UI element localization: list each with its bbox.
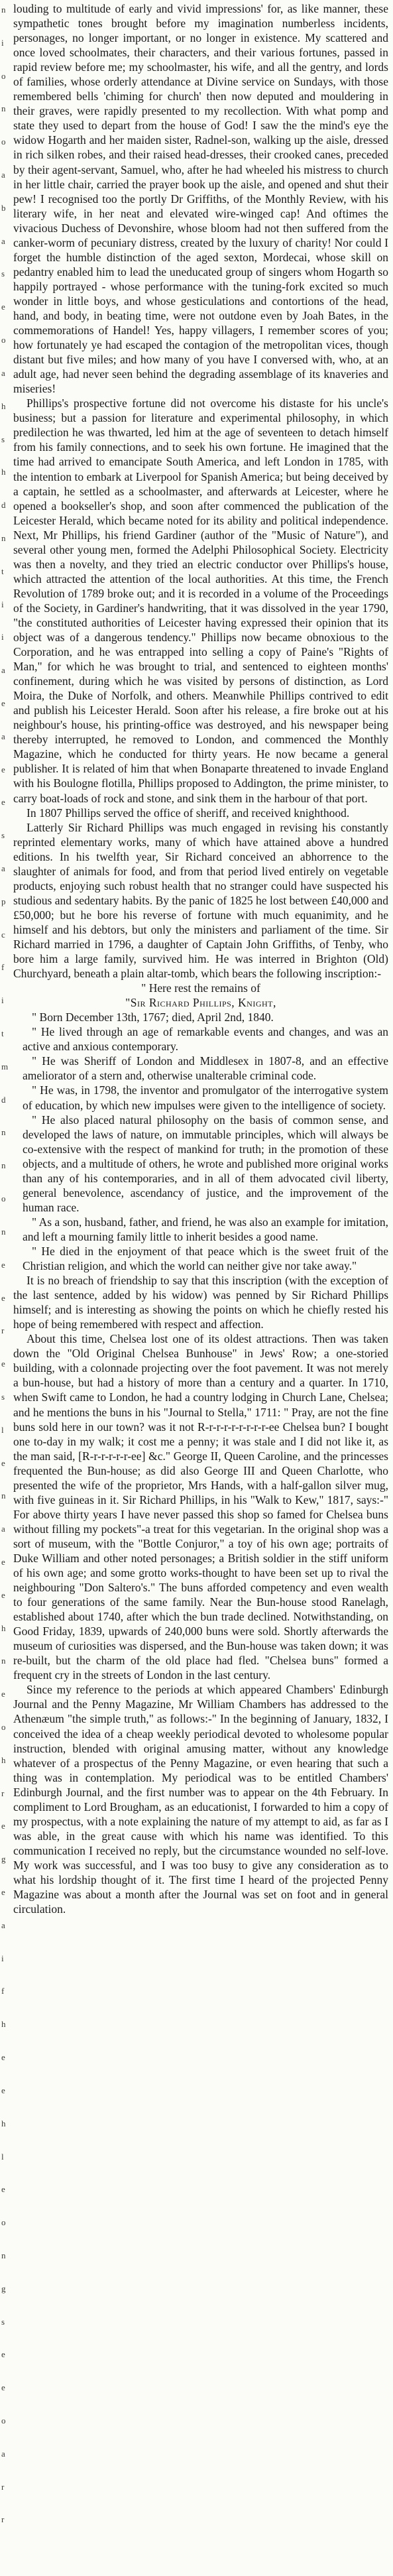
article-paragraph: " He lived through an age of remarkable events and changes, and was an active and anxious contemporary. [23, 1025, 388, 1054]
article-paragraph: Phillips's prospective fortune did not overcome his distaste for his uncle's business; but a passion for literature and experimental philosophy, in which predilection he was thwarted, led him at the age of seventeen to detach himself from his family connections, and to seek his own fortune. He imagined that the time had arrived to emancipate South America, and left London in 1785, with the intention to embark at Liverpool for Spanish America; but being deceived by a captain, he settled as a schoolmaster, and afterwards at Leicester, where he opened a bookseller's shop, and soon after commenced the publication of the Leicester Herald, which became noted for its ability and political independence. Next, Mr Phillips, his friend Gardiner (author of the "Music of Nature"), and several other young men, formed the Adelphi Philosophical Society. Electricity was then a novelty, and they tried an electric conductor over Phillips's house, which attracted the attention of the local authorities. At this time, the French Revolution of 1789 broke out; and it is recorded in a volume of the Proceedings of the Society, in Gardiner's handwriting, that it was dissolved in the year 1790, "the constituted authorities of Leicester having expressed their opinion that its object was of a dangerous tendency." Phillips now became obnoxious to the Corporation, and he was entrapped into selling a copy of Paine's "Rights of Man," for which he was brought to trial, and sentenced to eighteen months' confinement, during which he was visited by persons of distinction, as Lord Moira, the Duke of Norfolk, and others. Meanwhile Phillips contrived to edit and publish his Leicester Herald. Soon after his release, a fire broke out at his neighbour's house, his printing-office was destroyed, and his newspaper being thereby interrupted, he removed to London, and commenced the Monthly Magazine, which he conducted for thirty years. He now became a general publisher. It is related of him that when Bonaparte threatened to invade England with his Boulogne flotilla, Phillips proposed to Addington, the prime minister, to carry boat-loads of rock and stone, and sink them in the harbour of that port. [13, 397, 388, 805]
article-paragraph: " He was Sheriff of London and Middlesex in 1807-8, and an effective ameliorator of a stern and, otherwise unalterable criminal code. [23, 1054, 388, 1083]
margin-letter: o [1, 2416, 6, 2425]
margin-letter: o [1, 2217, 6, 2227]
margin-letter: g [1, 1854, 6, 1864]
article-paragraph: It is no breach of friendship to say that this inscription (with the exception of the last sentence, added by his widow) was penned by Sir Richard Phillips himself; and is interesting as showing the points on which he chiefly rested his hope of being remembered with respect and affection. [13, 1274, 388, 1331]
article-paragraph: " He died in the enjoyment of that peace which is the sweet fruit of the Christian religion, and which the world can neither give nor take away." [23, 1244, 388, 1273]
margin-letter: c [1, 930, 5, 940]
margin-letter: a [1, 1920, 5, 1930]
article-paragraph: " As a son, husband, father, and friend, he was also an example for imitation, and left a mourning family little to inherit besides a good name. [23, 1215, 388, 1243]
margin-letter: r [1, 2514, 5, 2524]
margin-letter: t [1, 1028, 4, 1038]
margin-letter: g [1, 2284, 6, 2294]
margin-letter: e [1, 1557, 5, 1567]
margin-letter: a [1, 665, 5, 675]
margin-letter: n [1, 1656, 6, 1666]
article-paragraph: In 1807 Phillips served the office of sheriff, and received knighthood. [27, 806, 350, 820]
margin-letter: a [1, 368, 5, 378]
margin-letter: e [1, 1887, 5, 1897]
margin-letter: e [1, 1821, 5, 1831]
margin-letter: e [1, 698, 5, 708]
article-paragraph: Latterly Sir Richard Phillips was much engaged in revising his constantly reprinted elementary works, many of which have attained above a hundred editions. In his twelfth year, Sir Richard conceived an abhorrence to the slaughter of animals for food, and from that period lived entirely on vegetable products, enjoying such robust health that no stranger could have suspected his studious and sedentary habits. By the panic of 1825 he lost between £40,000 and £50,000; but he bore his reverse of fortune with much equanimity, and he himself and his debtors, but only the ministers and parliament of the time. Sir Richard married in 1796, a daughter of Captain John Griffiths, of Tenby, who bore him a large family, survived him. He was interred in Brighton (Old) Churchyard, beneath a plain altar-tomb, which bears the following inscription:- [13, 820, 388, 981]
margin-letter: e [1, 2184, 5, 2194]
article-paragraph: About this time, Chelsea lost one of its oldest attractions. Then was taken down the "Old Original Chelsea Bunhouse" in Jews' Row; a one-storied building, with a colonnade projecting over the foot pavement. It was not merely a bun-house, but had a history of more than a century and a quarter. In 1710, when Swift came to London, he had a country lodging in Church Lane, Chelsea; and he mentions the buns in his "Journal to Stella," 1711: " Pray, are not the fine buns sold here in our town? was it not R-r-r-r-r-r-r-r-r-ee Chelsea bun? I bought one to-day in my walk; it cost me a penny; it was stale and I did not like it, as the man said, [R-r-r-r-r-r-ee] &c." George II, Queen Caroline, and the princesses frequented the Bun-house; as did also George III and Queen Charlotte, who presented the wife of the proprietor, Mrs Hands, with a half-gallon silver mug, with five guineas in it. Sir Richard Phillips, in his "Walk to Kew," 1817, says:-" For above thirty years I have never passed this shop so famed for Chelsea buns without filling my pockets"-a treat for this vegetarian. In the original shop was a sort of museum, with the "Bottle Conjuror," a toy of his own age; portraits of Duke William and other noted personages; a British soldier in the stiff uniform of his own age; and some grotto works-thought to have been set up to rival the neighbouring "Don Saltero's." The buns afforded competency and even wealth to four generations of the same family. Near the Bun-house stood Ranelagh, established about 1740, after which the bun trade declined. Notwithstanding, on Good Friday, 1839, upwards of 240,000 buns were sold. Shortly afterwards the museum of curiosities was dispersed, and the Bun-house was taken down; it was re-built, but the charm of the old place had fled. "Chelsea buns" formed a frequent cry in the streets of London in the last century. [13, 1332, 388, 1682]
margin-letter: n [1, 533, 6, 543]
margin-letter: s [1, 434, 5, 444]
margin-letter: a [1, 731, 5, 741]
margin-letter: e [1, 1359, 5, 1369]
margin-letter: n [1, 1160, 6, 1170]
margin-letter: a [1, 2449, 5, 2459]
margin-letter: i [1, 995, 4, 1005]
margin-letter: d [1, 500, 6, 510]
margin-letter: f [1, 962, 5, 972]
margin-letter: t [1, 566, 4, 576]
margin-letter: a [1, 236, 5, 246]
margin-letter: i [1, 599, 4, 609]
margin-letter: e [1, 1590, 5, 1600]
margin-letter: m [1, 1062, 9, 1072]
margin-letter: r [1, 1788, 5, 1798]
article-paragraph: " He also placed natural philosophy on the basis of common sense, and developed the laws of nature, on immutable principles, which will always be co-extensive with the respect of mankind for truth; in the promotion of these objects, and a multitude of others, he wrote and published more original works than any of his contemporaries, and in all of them advocated civil liberty, general benevolence, ascendancy of justice, and the improvement of the human race. [23, 1113, 388, 1214]
margin-letter: e [1, 2382, 5, 2392]
margin-letter: l [1, 1425, 4, 1435]
margin-letter: e [1, 2085, 5, 2095]
article-paragraph: " Here rest the remains of [141, 981, 260, 995]
margin-letter: r [1, 1325, 5, 1335]
article-column [13, 1, 388, 1916]
margin-letter: b [1, 203, 6, 213]
margin-letter: r [1, 2482, 5, 2492]
margin-letter: n [1, 1127, 6, 1137]
margin-letter: d [1, 1095, 6, 1105]
left-margin-gutter [0, 0, 12, 2576]
margin-letter: o [1, 137, 6, 147]
margin-letter: e [1, 1458, 5, 1468]
margin-letter: o [1, 71, 6, 81]
margin-letter: e [1, 1293, 5, 1303]
margin-letter: e [1, 765, 5, 774]
margin-letter: a [1, 863, 5, 873]
margin-letter: n [1, 1491, 6, 1501]
margin-letter: i [1, 632, 4, 642]
margin-letter: p [1, 896, 6, 906]
margin-letter: i [1, 38, 4, 48]
margin-letter: s [1, 1392, 5, 1402]
margin-letter: a [1, 1524, 5, 1534]
margin-letter: o [1, 1194, 6, 1203]
margin-letter: h [1, 401, 6, 411]
margin-letter: a [1, 170, 5, 180]
margin-letter: o [1, 335, 6, 345]
margin-letter: f [1, 1986, 5, 1996]
margin-letter: s [1, 269, 5, 278]
margin-letter: s [1, 830, 5, 840]
margin-letter: e [1, 1689, 5, 1699]
margin-letter: e [1, 1260, 5, 1270]
margin-letter: e [1, 302, 5, 312]
margin-letter: o [1, 1722, 6, 1732]
margin-letter: n [1, 2250, 6, 2260]
article-paragraph: "Sir Richard Phillips, Knight, [125, 996, 276, 1010]
article-paragraph: Since my reference to the periods at which appeared Chambers' Edinburgh Journal and the Penny Magazine, Mr William Chambers has addressed to the Athenæum "the simple truth," as follows:-" In the beginning of January, 1832, I conceived the idea of a cheap weekly periodical devoted to wholesome popular instruction, blended with original amusing matter, without any knowledge whatever of a prospectus of the Penny Magazine, or even hearing that such a thing was in contemplation. My periodical was to be entitled Chambers' Edinburgh Journal, and the first number was to appear on the 4th February. In compliment to Lord Brougham, as an educationist, I forwarded to him a copy of my prospectus, with a note explaining the nature of my attempt to aid, as far as I was able, in the great cause with which his name was identified. To this communication I received no reply, but the circumstance wounded no self-love. My work was successful, and I was too busy to give any consideration as to what his lordship thought of it. The first time I heard of the projected Penny Magazine was about a month after the Journal was set on foot and in general circulation. [13, 1683, 388, 1916]
margin-letter: h [1, 1755, 6, 1765]
margin-letter: e [1, 2052, 5, 2062]
margin-letter: l [1, 2152, 4, 2162]
margin-letter: h [1, 467, 6, 477]
article-paragraph: louding to multitude of early and vivid impressions' for, as like manner, these sympathetic tones brought before my imagination numberless incidents, personages, no longer important, or no longer in existence. My scattered and once loved schoolmates, their characters, and their various fortunes, passed in rapid review before me; my schoolmaster, his wife, and all the gentry, and lords of families, whose orderly attendance at Divine service on Sundays, with those remembered bells 'chiming for church' then now deputed and mouldering in their graves, were rapidly presented to my recollection. With what pomp and state they used to depart from the house of God! I saw the the mind's eye the widow Hogarth and her maiden sister, Radnel-son, walking up the aisle, dressed in rich silken robes, and their raised head-dresses, their crooked canes, preceded by their agent-servant, Samuel, who, after he had wheeled his mistress to church in her little chair, carried the prayer book up the aisle, and opened and shut their pew! I recognised too the portly Dr Griffiths, of the Monthly Review, with his literary wife, in her neat and elevated wire-winged cap! And oftimes the vivacious Duchess of Devonshire, whose bloom had not then suffered from the canker-worm of pecuniary distress, created by the luxury of charity! Nor could I forget the humble distinction of the aged sexton, Mordecai, whose skill on pedantry enabled him to lead the uneducated group of singers whom Hogarth so happily portrayed - whose performance with the tuning-fork excited so much wonder in little boys, and whose gesticulations and contortions of the head, hand, and body, in beating time, were not outdone even by Joah Bates, in the commemorations of Handel! Yes, happy villagers, I remember scores of you; how fortunately ye had escaped the contagion of the metropolitan vices, though distant but five miles; and how many of you have I conversed with, who, at an adult age, had never seen behind the degrading assemblage of its knaveries and miseries! [13, 2, 388, 396]
margin-letter: n [1, 103, 6, 113]
article-paragraph: " He was, in 1798, the inventor and promulgator of the interrogative system of education, by which new impulses were given to the intelligence of society. [23, 1083, 388, 1112]
margin-letter: e [1, 2349, 5, 2359]
margin-letter: h [1, 2019, 6, 2029]
margin-letter: n [1, 5, 6, 15]
margin-letter: e [1, 797, 5, 807]
margin-letter: i [1, 1953, 4, 1963]
margin-letter: s [1, 2317, 5, 2327]
margin-letter: n [1, 1227, 6, 1237]
margin-letter: h [1, 1623, 6, 1633]
margin-letter: h [1, 2118, 6, 2128]
article-paragraph: " Born December 13th, 1767; died, April 2nd, 1840. [32, 1011, 274, 1024]
